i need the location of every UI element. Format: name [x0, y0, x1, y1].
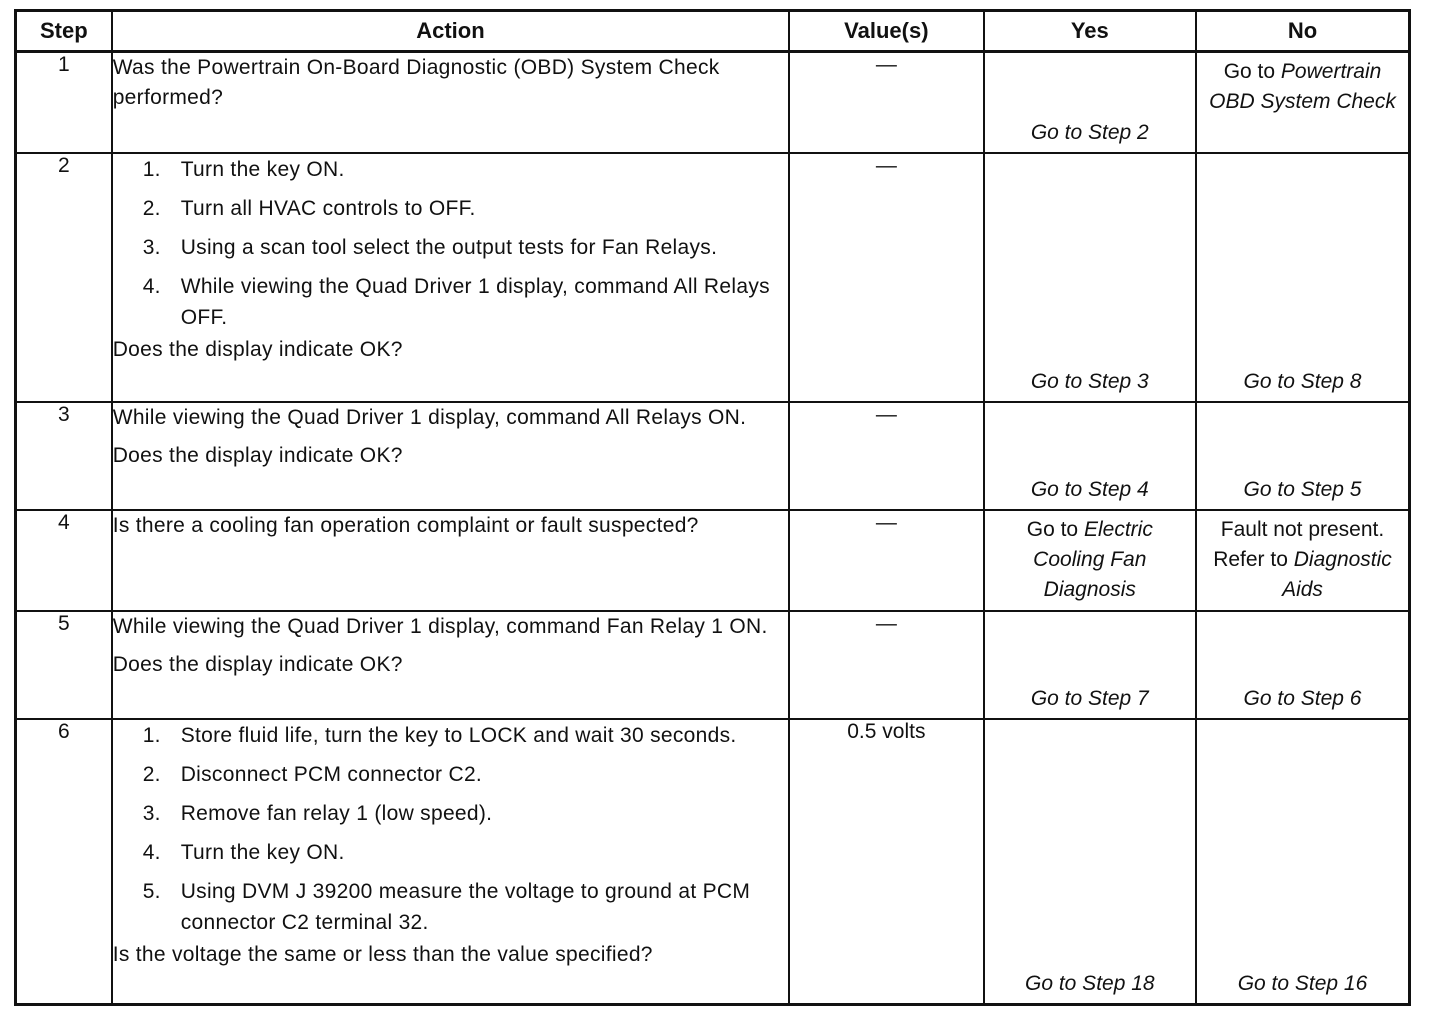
action-cell — [112, 719, 789, 1005]
step-number: 3 — [16, 402, 112, 510]
yes-cell — [984, 719, 1196, 1005]
no-cell — [1196, 52, 1409, 153]
table-row — [16, 510, 1410, 611]
step-number: 4 — [16, 510, 112, 611]
substep-list — [113, 154, 788, 333]
yes-link[interactable]: Go to Step 3 — [1030, 369, 1149, 393]
step-number: 6 — [16, 719, 112, 1005]
yes-link[interactable]: Electric Cooling Fan Diagnosis — [1033, 517, 1153, 601]
yes-cell — [984, 402, 1196, 510]
action-text: While viewing the Quad Driver 1 display, command All Relays ON. — [112, 405, 747, 429]
value-cell: — — [789, 52, 983, 153]
value-cell: — — [789, 510, 983, 611]
yes-link[interactable]: Go to Step 2 — [1030, 120, 1149, 144]
yes-cell — [984, 510, 1196, 611]
substep: 5. Using DVM J 39200 measure the voltage to ground at PCM connector C2 terminal 32. — [142, 879, 751, 934]
action-cell — [112, 402, 789, 510]
table-row — [16, 611, 1410, 719]
value-cell: — — [789, 611, 983, 719]
table-row — [16, 719, 1410, 1005]
action-text: Was the Powertrain On-Board Diagnostic (OBD) System Check performed? — [112, 56, 720, 109]
action-question: Does the display indicate OK? — [112, 337, 403, 361]
no-link[interactable]: Go to Step 8 — [1243, 369, 1362, 393]
step-number: 2 — [16, 153, 112, 402]
no-link[interactable]: Go to Step 5 — [1243, 477, 1362, 501]
action-cell — [112, 52, 789, 153]
action-text: While viewing the Quad Driver 1 display, command Fan Relay 1 ON. — [112, 614, 768, 638]
no-prefix: Fault not present. Refer to — [1213, 517, 1385, 571]
header-no: No — [1196, 11, 1409, 52]
yes-prefix: Go to — [1026, 517, 1079, 541]
action-cell — [112, 510, 789, 611]
substep: 1. Store fluid life, turn the key to LOCK and wait 30 seconds. — [142, 723, 737, 747]
no-cell — [1196, 510, 1409, 611]
action-question: Does the display indicate OK? — [112, 443, 403, 467]
header-values: Value(s) — [789, 11, 983, 52]
no-link[interactable]: Diagnostic Aids — [1282, 547, 1392, 601]
yes-cell — [984, 52, 1196, 153]
value-cell: — — [789, 153, 983, 402]
step-number: 5 — [16, 611, 112, 719]
yes-link[interactable]: Go to Step 4 — [1030, 477, 1149, 501]
no-link[interactable]: Go to Step 16 — [1237, 972, 1368, 995]
substep: 1. Turn the key ON. — [142, 157, 345, 181]
yes-link[interactable]: Go to Step 18 — [1024, 972, 1155, 995]
header-step: Step — [16, 11, 112, 52]
yes-cell — [984, 611, 1196, 719]
action-text: Is there a cooling fan operation complaint or fault suspected? — [112, 513, 699, 537]
value-cell: — — [789, 402, 983, 510]
no-cell — [1196, 153, 1409, 402]
action-question: Does the display indicate OK? — [112, 652, 403, 676]
value-cell: 0.5 volts — [789, 719, 983, 1005]
action-cell — [112, 153, 789, 402]
substep: 2. Disconnect PCM connector C2. — [142, 762, 483, 786]
substep: 4. While viewing the Quad Driver 1 display, command All Relays OFF. — [142, 274, 770, 329]
substep: 4. Turn the key ON. — [142, 840, 345, 864]
no-link[interactable]: Go to Step 6 — [1243, 686, 1362, 710]
table-row — [16, 153, 1410, 402]
no-cell — [1196, 719, 1409, 1005]
no-prefix: Go to — [1223, 60, 1276, 83]
header-action: Action — [112, 11, 789, 52]
table-row — [16, 402, 1410, 510]
action-question: Is the voltage the same or less than the value specified? — [112, 942, 653, 966]
diagnostic-table — [14, 9, 1411, 1006]
no-cell — [1196, 402, 1409, 510]
substep-list — [113, 720, 788, 938]
header-yes: Yes — [984, 11, 1196, 52]
yes-link[interactable]: Go to Step 7 — [1030, 686, 1149, 710]
substep: 3. Using a scan tool select the output tests for Fan Relays. — [142, 235, 718, 259]
step-number: 1 — [16, 52, 112, 153]
no-cell — [1196, 611, 1409, 719]
header-row — [16, 11, 1410, 52]
substep: 3. Remove fan relay 1 (low speed). — [142, 801, 493, 825]
substep: 2. Turn all HVAC controls to OFF. — [142, 196, 476, 220]
no-link[interactable]: Powertrain OBD System Check — [1209, 60, 1396, 113]
action-cell — [112, 611, 789, 719]
yes-cell — [984, 153, 1196, 402]
table-row — [16, 52, 1410, 153]
